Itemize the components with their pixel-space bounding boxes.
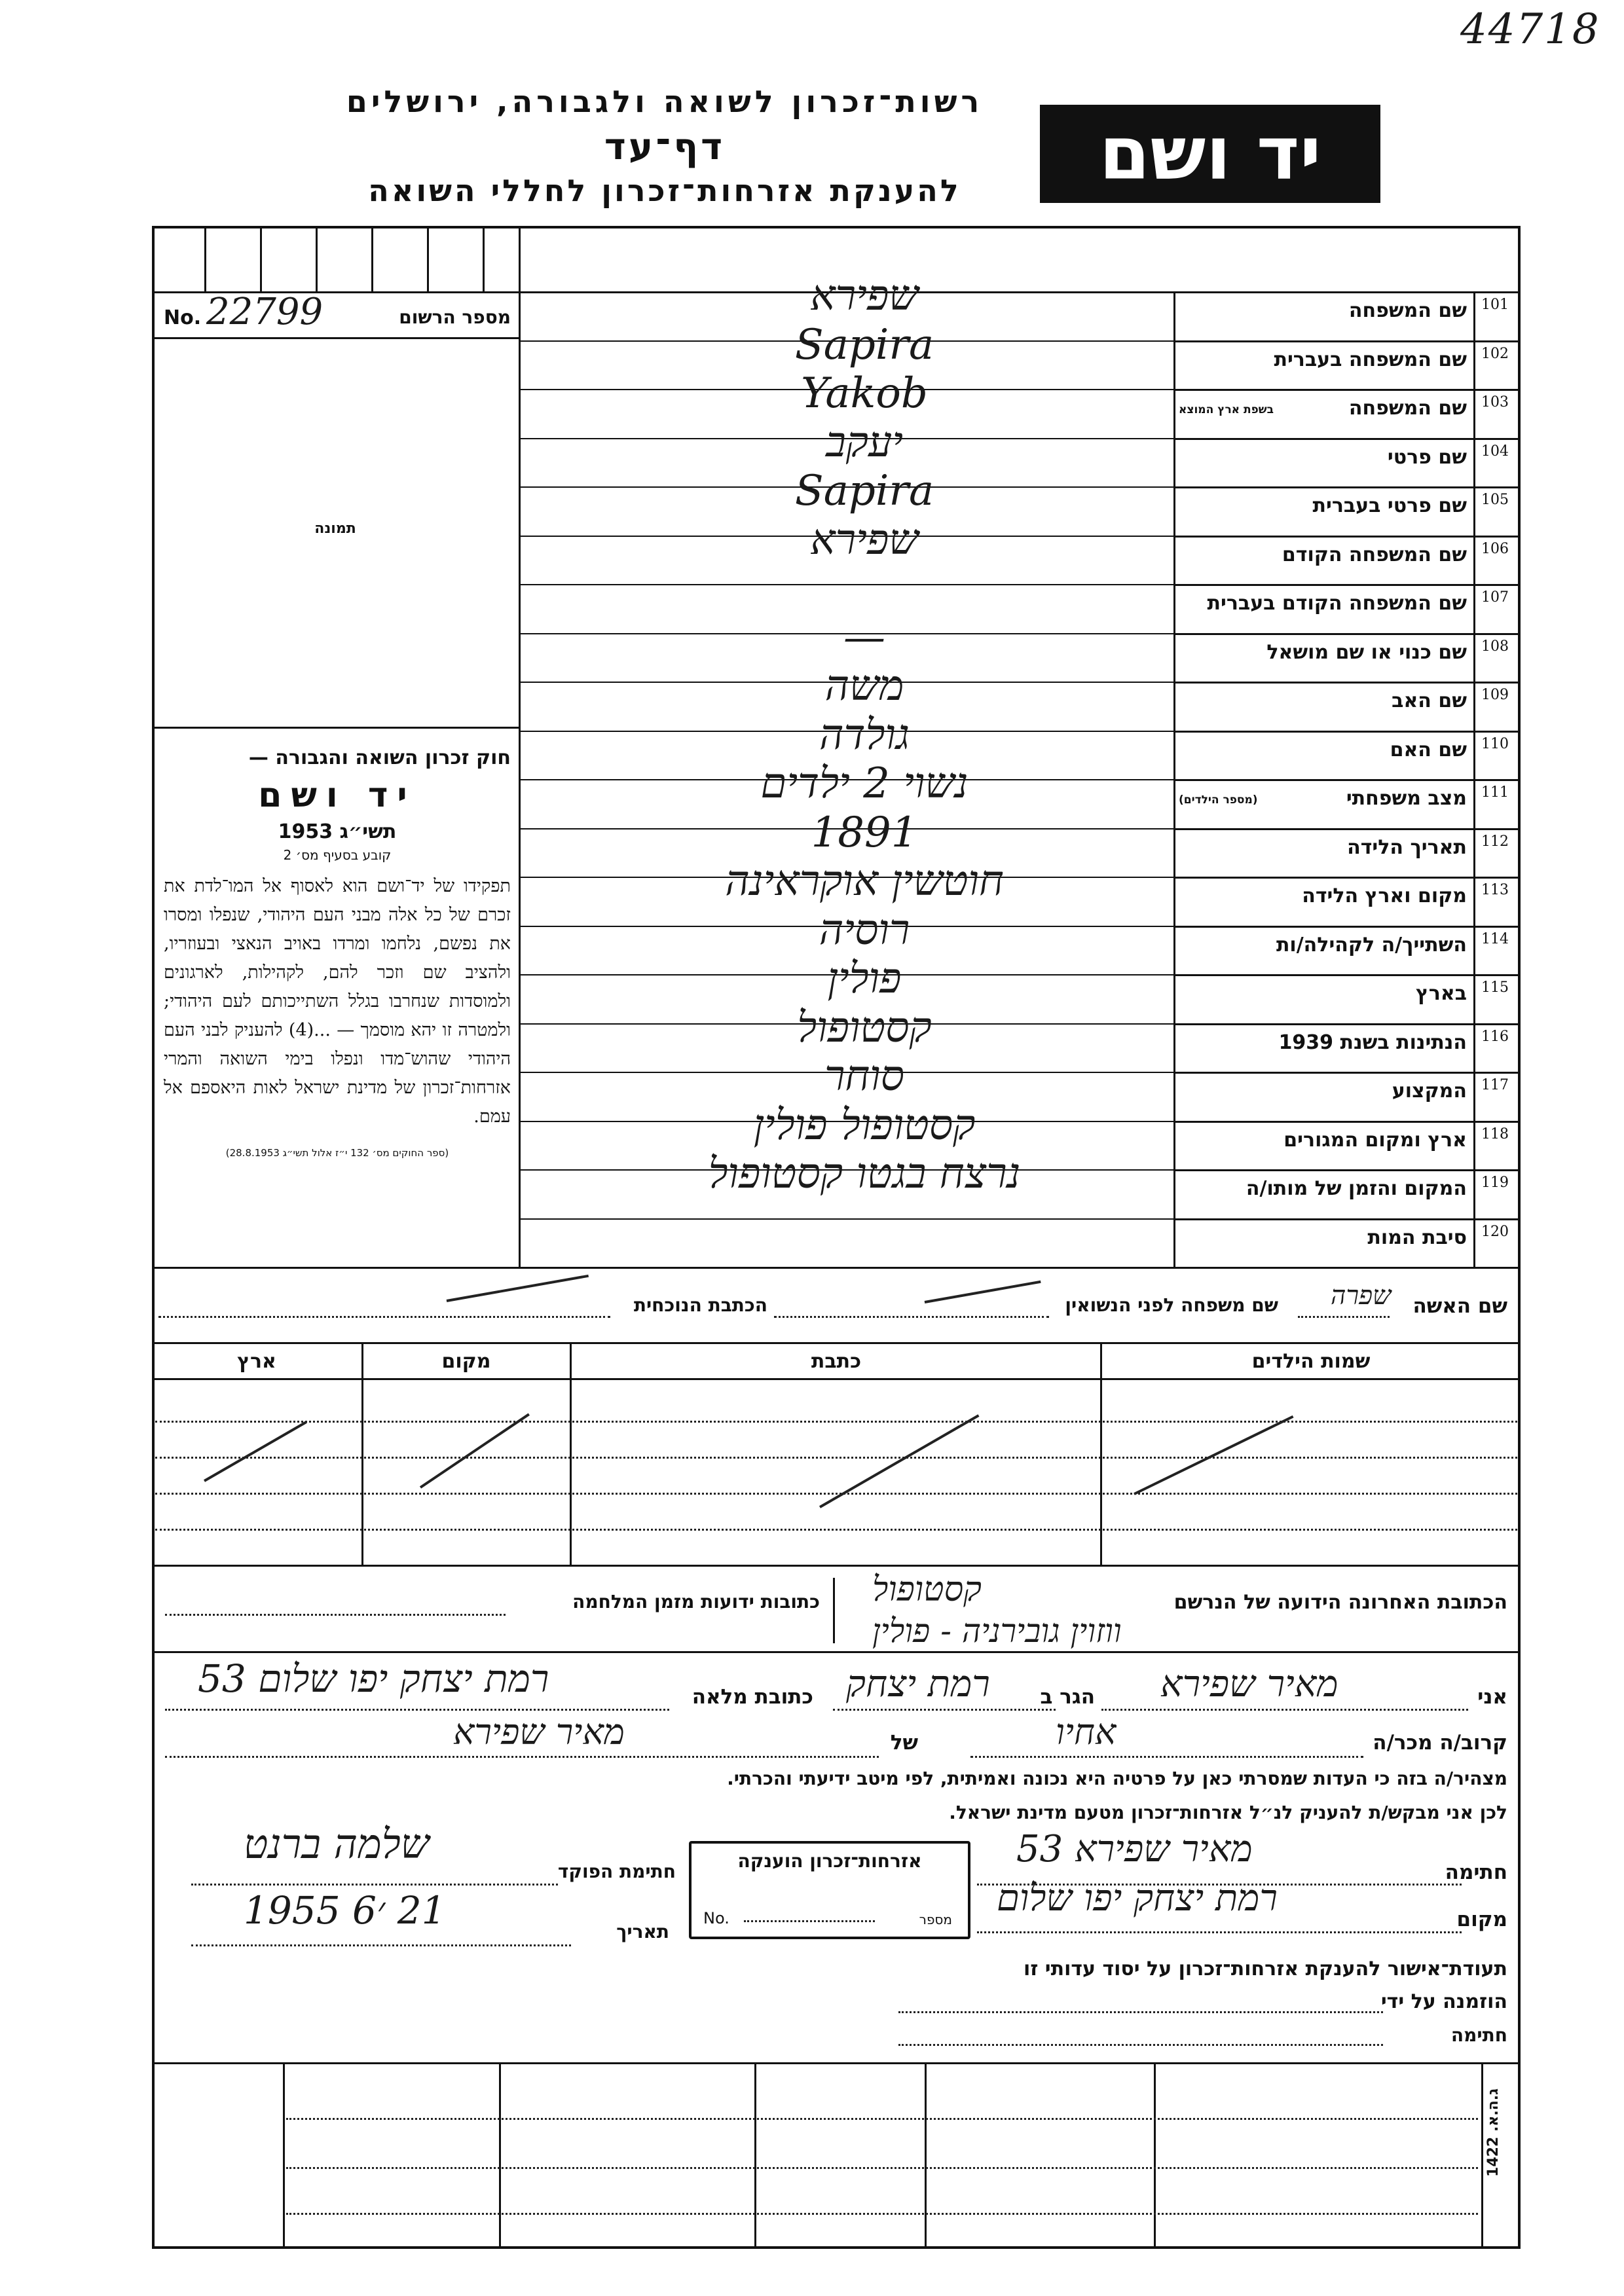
declaration-section: אני מאיר שפירא הגר ב רמת יצחק כתובת מלאה רמת יצחק יפו שלום 53 קרוב/ה מכר/ה אחיו של מאיר שפירא מצהיר/ה בזה כי העדות שמסרתי כאן על פרטיה היא נכונה ואמיתית, לפי מיטב ידיעתי והכרתי. לכן אני מבקש/ת להעניק לנ״ל אזרחות־זכרון מטעם מדינת ישראל. חתימה מאיר שפירא 53 מקום רמת יצחק יפו שלום אזרחות־זכרון הוענקה No. מספר חתימת הפוקד שלמה ברנט תאריך 21 ׳6 1955 תעודת־אישור להענקת אזרחות־זכרון על יסוד עדותי זו הוזמנה על ידי חתימה	[152, 1651, 1521, 2044]
law-title: חוק זכרון השואה והגבורה —	[248, 746, 511, 769]
addresses-section: הכתובת האחרונה הידועה של הנרשם קסטופול ווזוין גובירניה - פולין כתובות ידועות מזמן המלחמה	[152, 1565, 1521, 1650]
last-address-value-line2: ווזוין גובירניה - פולין	[872, 1612, 1122, 1650]
field-value: קסטופול	[797, 1003, 932, 1052]
field-number: 108	[1481, 638, 1509, 655]
field-number: 109	[1481, 687, 1509, 703]
field-value: —	[843, 613, 885, 662]
field-value: סוחר	[824, 1052, 905, 1101]
footer-form-code: ג.ה.א. 1422	[1485, 2088, 1502, 2177]
photo-label: תמונה	[314, 520, 356, 537]
officer-signature: שלמה ברנט	[244, 1820, 430, 1868]
field-value: קסטופול פולין	[753, 1101, 976, 1150]
children-place-dash	[420, 1413, 530, 1489]
children-country-dash	[204, 1421, 307, 1482]
law-body: תפקידו של יד־ושם הוא לאסוף אל המו־לדת את זכרם של כל אלה מבני העם היהודי, שנפלו ומסרו את נפשם, נלחמו ומרדו באויב הנאצי ובעוזריו, ולהציב שם וזכר להם, לקהילות, לארגונים ולמוסדות שנחרבו בגלל השתייכותם לעם היהודי; ולמטרה זו יהא מוסמך — ...(4) להעניק לבני העם היהודי שהוש־מדו ונפלו בימי השואה והמרי אזרחות־זכרון של מדינת ישראל לאות היאספם אל עמם.	[164, 876, 511, 1127]
field-value: שפירא	[810, 515, 919, 564]
field-number: 104	[1481, 443, 1509, 460]
field-label: תאריך הלידה	[1347, 835, 1467, 859]
field-label: שם המשפחה בעברית	[1274, 348, 1467, 371]
declarant-name: מאיר שפירא	[1160, 1663, 1338, 1705]
field-label: סיבת המות	[1367, 1226, 1467, 1249]
field-value: פולין	[827, 955, 902, 1003]
field-label: מקום וארץ הלידה	[1302, 884, 1467, 907]
field-value: רוסיה	[819, 905, 910, 955]
col-country: ארץ	[237, 1350, 276, 1373]
col-address: כתבת	[811, 1350, 862, 1373]
law-source: (ספר החוקים מס׳ 132 י״ז אלול תשי״ג 28.8.1953)	[225, 1147, 449, 1159]
header-line1: רשות־זכרון לשואה ולגבורה, ירושלים	[346, 84, 984, 119]
law-year: תשי״ג 1953	[278, 820, 397, 843]
corner-number: 44718	[1460, 5, 1600, 54]
field-label: מצב משפחתי	[1346, 787, 1467, 810]
last-address-value: קסטופול	[872, 1570, 982, 1609]
field-number: 113	[1481, 882, 1509, 898]
yad-vashem-logo	[1040, 105, 1380, 203]
wife-maiden-dash	[925, 1281, 1041, 1303]
header-form-title: דף־עד	[604, 126, 726, 168]
col-place: מקום	[441, 1350, 491, 1373]
field-number: 102	[1481, 345, 1509, 362]
field-label: שם פרטי	[1387, 445, 1467, 469]
field-sublabel: בשפת ארץ המוצא	[1179, 403, 1274, 416]
field-label: שם כנוי או שם מושאל	[1266, 640, 1467, 664]
wife-address-dash	[447, 1275, 589, 1302]
col-children-names: שמות הילדים	[1251, 1350, 1371, 1373]
field-label: ארץ ומקום המגורים	[1283, 1128, 1467, 1152]
full-address-value: רמת יצחק יפו שלום 53	[198, 1656, 549, 1701]
field-number: 103	[1481, 394, 1509, 410]
logo-text: יד ושם	[1099, 111, 1321, 196]
field-label: המקום והזמן של מותו/ה	[1246, 1177, 1467, 1200]
field-value: Sapira	[794, 320, 934, 369]
field-label: הנתינות בשנת 1939	[1278, 1030, 1467, 1054]
field-number: 105	[1481, 492, 1509, 508]
field-number: 107	[1481, 589, 1509, 606]
field-sublabel: (מספר הילדים)	[1179, 793, 1258, 807]
field-number: 110	[1481, 735, 1509, 752]
field-label: שם האם	[1390, 738, 1467, 761]
field-value: Sapira	[794, 467, 934, 515]
field-value: נרצח בגטו קסטופול	[708, 1150, 1021, 1198]
field-number: 115	[1481, 979, 1509, 996]
field-number: 117	[1481, 1077, 1509, 1093]
field-number: 114	[1481, 930, 1509, 947]
field-value: משה	[824, 662, 904, 710]
declarant-signature: מאיר שפירא 53	[1016, 1828, 1253, 1870]
wife-name-value: שפרה	[1331, 1281, 1392, 1311]
field-label: שם המשפחה הקודם בעברית	[1207, 592, 1467, 615]
field-value: יעקב	[825, 418, 904, 467]
bottom-strip	[152, 2062, 1521, 2249]
field-value: Yakob	[801, 369, 928, 418]
field-value: שפירא	[810, 272, 919, 320]
field-value: נשוי 2 ילדים	[760, 759, 969, 808]
field-value: חוטשין אוקראינה	[725, 857, 1004, 905]
header-line3: להענקת אזרחות־זכרון לחללי השואה	[368, 173, 961, 208]
field-label: השתייך/ה לקהילה/ות	[1276, 933, 1467, 957]
date-value: 21 ׳6 1955	[244, 1888, 446, 1933]
place-value: רמת יצחק יפו שלום	[997, 1877, 1278, 1920]
field-value: 1891	[811, 808, 918, 857]
law-name: יד ושם	[258, 776, 416, 815]
field-number: 112	[1481, 833, 1509, 850]
registration-number: No. 22799 מספר הרשום	[164, 291, 511, 333]
field-number: 120	[1481, 1223, 1509, 1240]
field-label: המקצוע	[1392, 1080, 1467, 1102]
citizenship-stamp: אזרחות־זכרון הוענקה No. מספר	[689, 1841, 970, 1939]
field-number: 111	[1481, 784, 1509, 801]
field-number: 119	[1481, 1175, 1509, 1191]
children-name-dash	[1134, 1415, 1293, 1495]
field-number: 118	[1481, 1125, 1509, 1142]
law-block	[164, 746, 511, 1159]
field-label: שם המשפחה	[1348, 299, 1467, 322]
residing-value: רמת יצחק	[846, 1663, 990, 1705]
field-number: 116	[1481, 1028, 1509, 1045]
field-value: גולדה	[819, 710, 910, 759]
children-table	[152, 1342, 1521, 1565]
field-label: בארץ	[1415, 982, 1467, 1005]
law-clause: קובע בסעיף מס׳ 2	[283, 847, 392, 863]
field-number: 106	[1481, 540, 1509, 557]
field-label: שם המשפחה	[1348, 397, 1467, 420]
of-value: מאיר שפירא	[453, 1711, 625, 1753]
relation-value: אחיו	[1056, 1711, 1116, 1753]
wife-section: שם האשה שפרה שם משפחה לפני הנשואין הכתבת הנוכחית	[152, 1267, 1521, 1342]
field-number: 101	[1481, 297, 1509, 313]
field-label: שם פרטי בעברית	[1312, 494, 1467, 517]
field-label: שם המשפחה הקודם	[1282, 543, 1467, 566]
field-label: שם האב	[1392, 689, 1467, 712]
